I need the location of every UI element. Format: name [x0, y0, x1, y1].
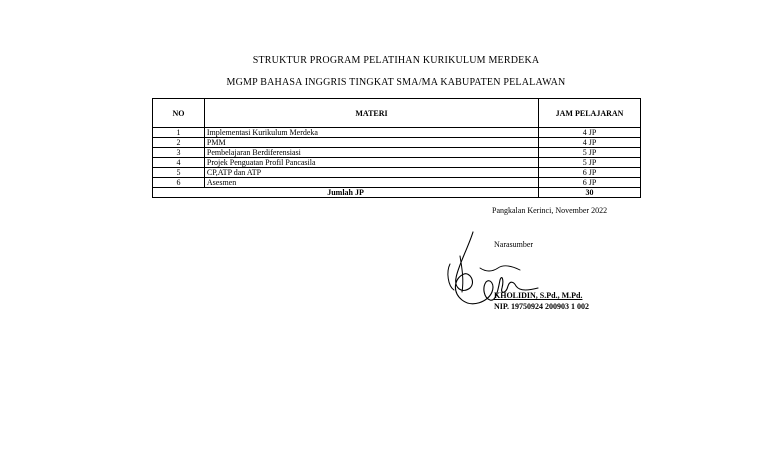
row-jam: 6 JP [539, 178, 641, 188]
row-materi: CP,ATP dan ATP [204, 168, 538, 178]
table-header-row [153, 99, 641, 128]
total-value: 30 [539, 188, 641, 198]
row-materi: Implementasi Kurikulum Merdeka [204, 128, 538, 138]
total-label: Jumlah JP [153, 188, 539, 198]
row-materi: PMM [204, 138, 538, 148]
schedule-table [152, 98, 641, 198]
document-subtitle: MGMP BAHASA INGGRIS TINGKAT SMA/MA KABUPATEN PELALAWAN [226, 77, 566, 88]
table-row [153, 178, 641, 188]
place-date: Pangkalan Kerinci, November 2022 [492, 206, 608, 215]
row-jam: 5 JP [539, 148, 641, 158]
row-materi: Pembelajaran Berdiferensiasi [204, 148, 538, 158]
header-no: NO [153, 99, 205, 128]
signer-name: KHOLIDIN, S.Pd., M.Pd. [494, 291, 583, 300]
row-jam: 4 JP [539, 138, 641, 148]
row-jam: 6 JP [539, 168, 641, 178]
table-row [153, 148, 641, 158]
row-jam: 4 JP [539, 128, 641, 138]
row-materi: Projek Penguatan Profil Pancasila [204, 158, 538, 168]
table-row [153, 138, 641, 148]
row-jam: 5 JP [539, 158, 641, 168]
row-no: 1 [153, 128, 205, 138]
table-row [153, 158, 641, 168]
row-no: 6 [153, 178, 205, 188]
row-no: 2 [153, 138, 205, 148]
table-row [153, 128, 641, 138]
signer-nip: NIP. 19750924 200903 1 002 [494, 302, 590, 311]
row-no: 4 [153, 158, 205, 168]
header-materi: MATERI [204, 99, 538, 128]
row-no: 5 [153, 168, 205, 178]
header-jam: JAM PELAJARAN [539, 99, 641, 128]
row-no: 3 [153, 148, 205, 158]
document-title: STRUKTUR PROGRAM PELATIHAN KURIKULUM MERDEKA [252, 55, 540, 66]
total-row [153, 188, 641, 198]
signer-role: Narasumber [494, 240, 534, 249]
table-row [153, 168, 641, 178]
row-materi: Asesmen [204, 178, 538, 188]
